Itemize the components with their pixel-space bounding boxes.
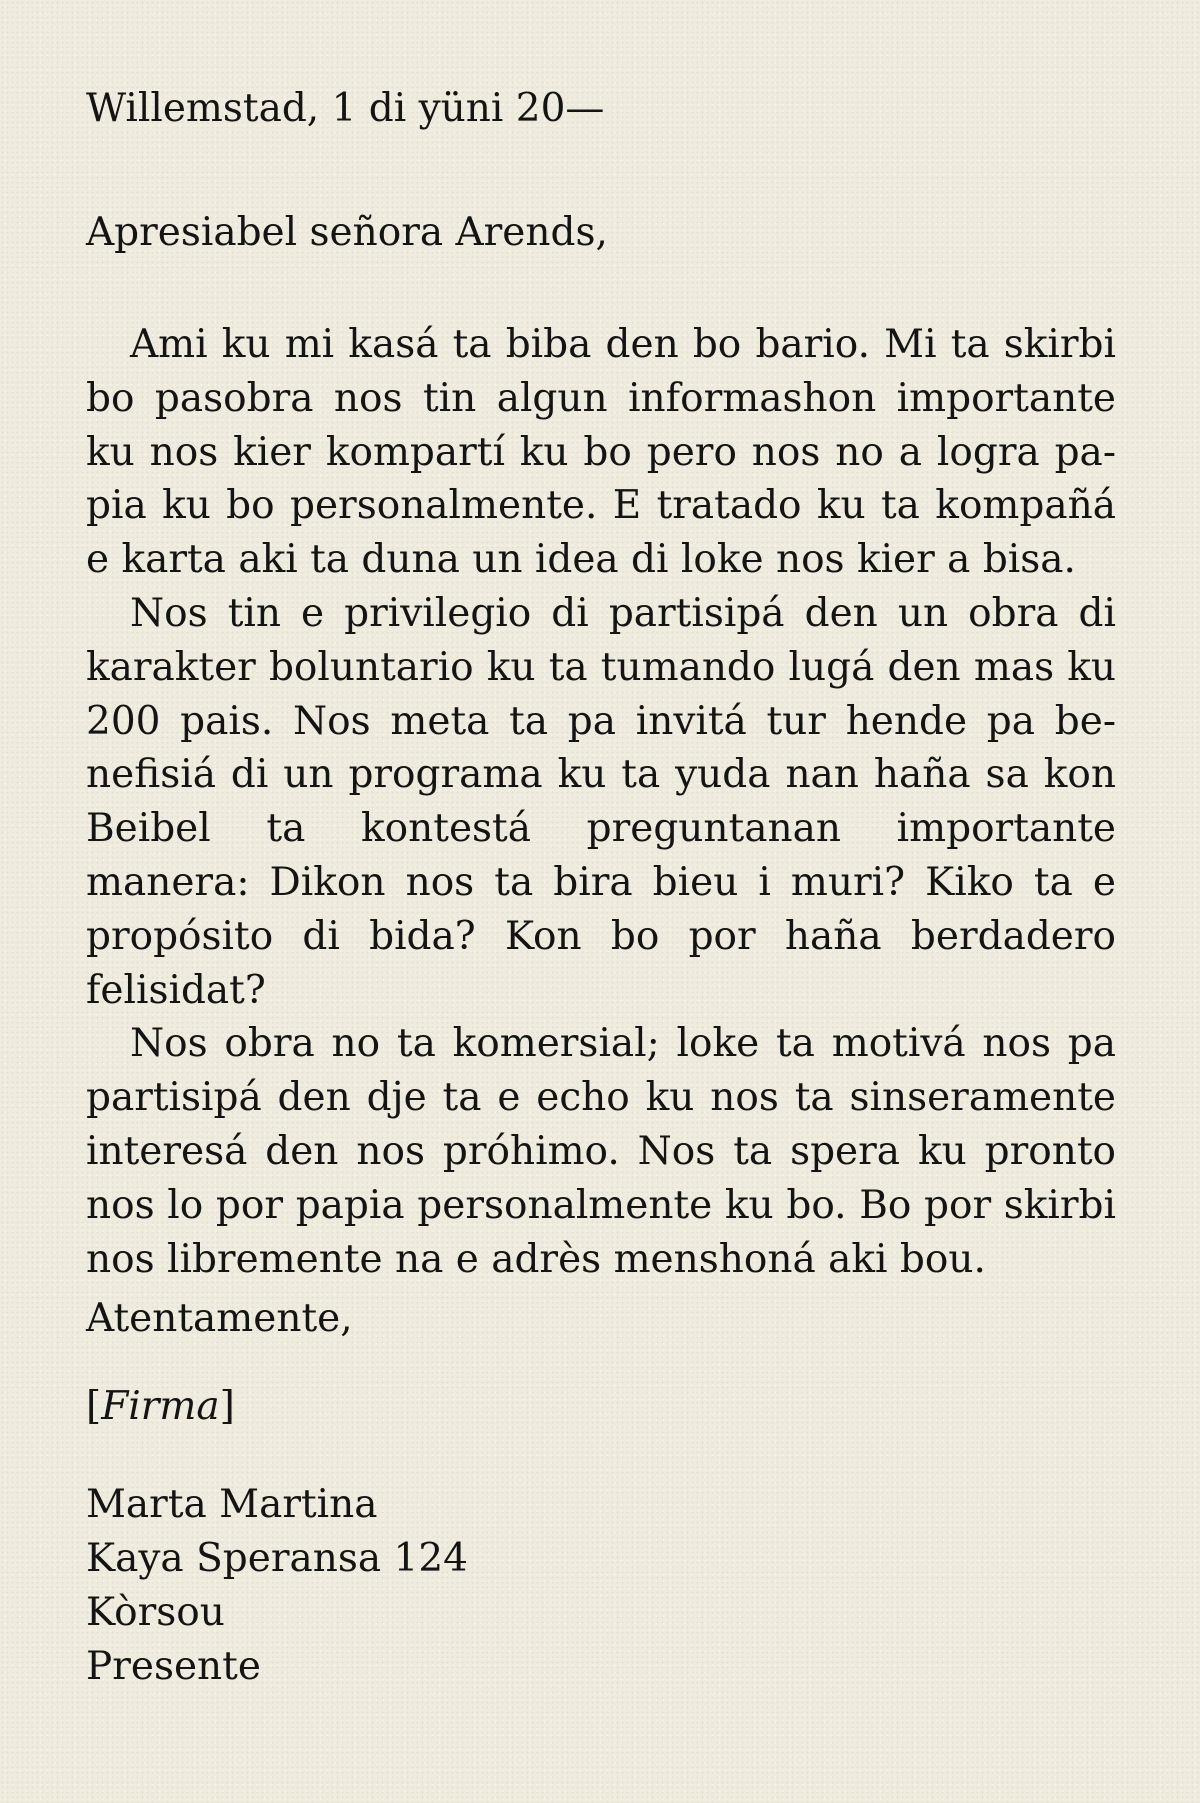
signature-close-bracket: ]: [219, 1384, 235, 1429]
sender-note: Presente: [86, 1644, 261, 1689]
signature-open-bracket: [: [86, 1384, 102, 1429]
letter-body: [86, 318, 1116, 1286]
sender-island: Kòrsou: [86, 1590, 225, 1635]
body-paragraph-1: Ami ku mi kasá ta biba den bo bario. Mi ta skirbi bo pasobra nos tin algun informashon importante ku nos kier kompartí ku bo pero nos no a logra papia ku bo personalmente. E tratado ku ta kompañá e karta aki ta duna un idea di loke nos kier a bisa.: [86, 322, 1116, 583]
body-paragraph-3: Nos obra no ta komersial; loke ta motivá nos pa partisipá den dje ta e echo ku nos ta sinseramente interesá den nos próhimo. Nos ta spera ku pronto nos lo por papia personalmente ku bo. Bo por skirbi nos libremente na e adrès menshoná aki bou.: [86, 1021, 1116, 1282]
date-line: Willemstad, 1 di yüni 20—: [86, 86, 605, 131]
sender-address: [86, 1478, 468, 1694]
salutation: Apresiabel señora Arends,: [86, 210, 608, 255]
signature-word: Firma: [101, 1384, 220, 1429]
closing: Atentamente,: [86, 1296, 353, 1341]
sender-name: Marta Martina: [86, 1482, 378, 1527]
signature-placeholder: [86, 1380, 235, 1434]
body-paragraph-2: Nos tin e privilegio di partisipá den un obra di karakter boluntario ku ta tumando lugá den mas ku 200 pais. Nos meta ta pa invitá tur hende pa benefisiá di un programa ku ta yuda nan haña sa kon Beibel ta kontestá preguntanan importante manera: Dikon nos ta bira bieu i muri? Kiko ta e propósito di bida? Kon bo por haña berdadero felisidat?: [86, 590, 1116, 1013]
sender-street: Kaya Speransa 124: [86, 1536, 468, 1581]
letter: [86, 0, 1116, 1803]
